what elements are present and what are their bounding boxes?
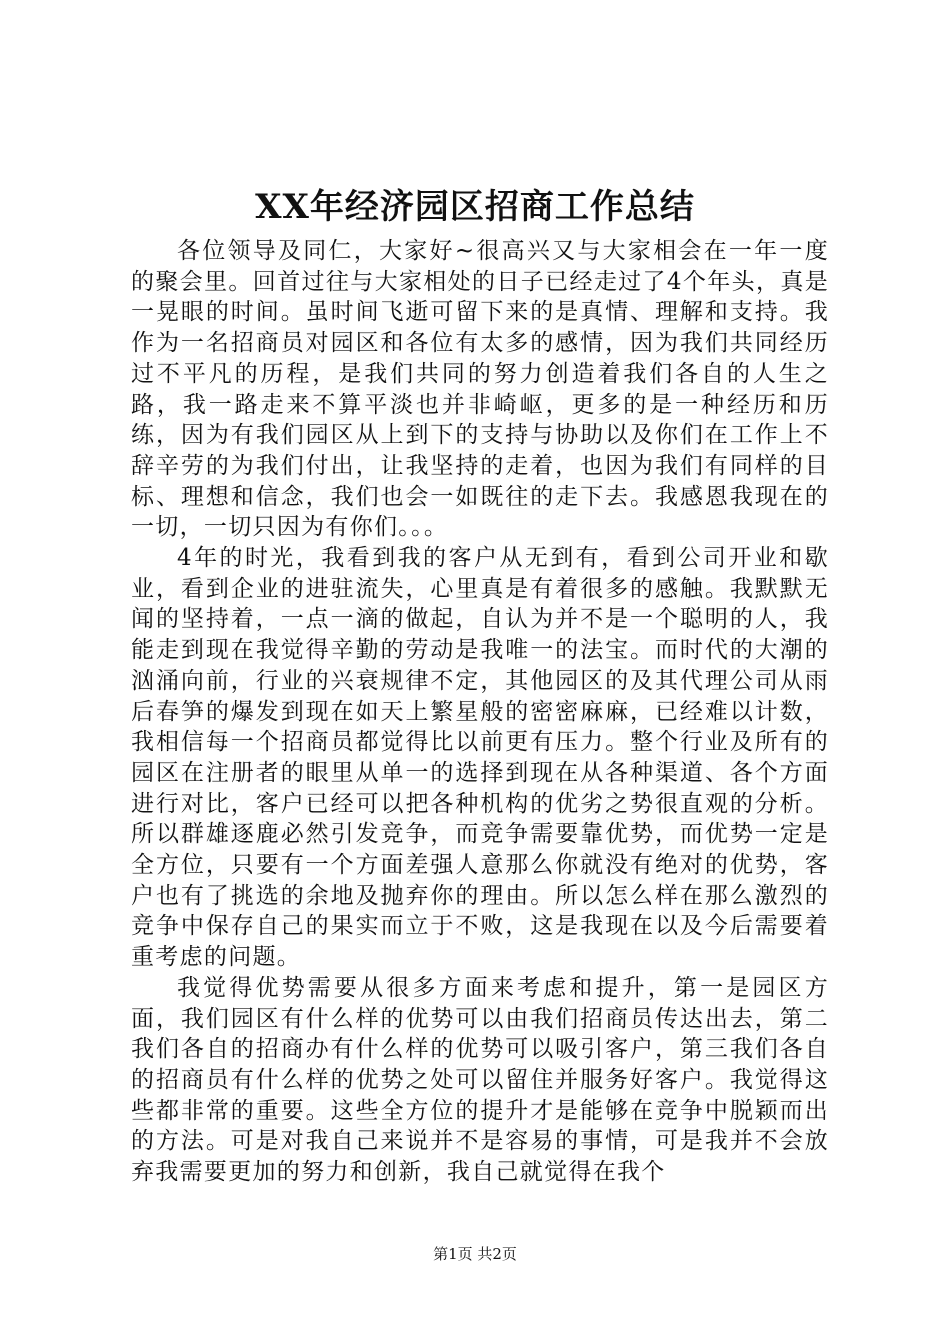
paragraph-3: 我觉得优势需要从很多方面来考虑和提升，第一是园区方面，我们园区有什么样的优势可以由我们招商员传达出去，第二我们各自的招商办有什么样的优势可以吸引客户，第三我们各自的招商员有什么样的优势之处可以留住并服务好客户。我觉得这些都非常的重要。这些全方位的提升才是能够在竞争中脱颖而出的方法。可是对我自己来说并不是容易的事情，可是我并不会放弃我需要更加的努力和创新，我自己就觉得在我个: [131, 974, 829, 1186]
paragraph-2: 4年的时光，我看到我的客户从无到有，看到公司开业和歇业，看到企业的进驻流失，心里真是有着很多的感触。我默默无闻的坚持着，一点一滴的做起，自认为并不是一个聪明的人，我能走到现在我觉得辛勤的劳动是我唯一的法宝。而时代的大潮的汹涌向前，行业的兴衰规律不定，其他园区的及其代理公司从雨后春笋的爆发到现在如天上繁星般的密密麻麻，已经难以计数，我相信每一个招商员都觉得比以前更有压力。整个行业及所有的园区在注册者的眼里从单一的选择到现在从各种渠道、各个方面进行对比，客户已经可以把各种机构的优劣之势很直观的分析。所以群雄逐鹿必然引发竞争，而竞争需要靠优势，而优势一定是全方位，只要有一个方面差强人意那么你就没有绝对的优势，客户也有了挑选的余地及抛弃你的理由。所以怎么样在那么激烈的竞争中保存自己的果实而立于不败，这是我现在以及今后需要着重考虑的问题。: [131, 545, 829, 971]
document-title: XX年经济园区招商工作总结: [255, 187, 695, 227]
paragraph-1: 各位领导及同仁，大家好~很高兴又与大家相会在一年一度的聚会里。回首过往与大家相处的日子已经走过了4个年头，真是一晃眼的时间。虽时间飞逝可留下来的是真情、理解和支持。我作为一名招商员对园区和各位有太多的感情，因为我们共同经历过不平凡的历程，是我们共同的努力创造着我们各自的人生之路，我一路走来不算平淡也并非崎岖，更多的是一种经历和历练，因为有我们园区从上到下的支持与协助以及你们在工作上不辞辛劳的为我们付出，让我坚持的走着，也因为我们有同样的目标、理想和信念，我们也会一如既往的走下去。我感恩我现在的一切，一切只因为有你们。。。: [131, 238, 829, 541]
page-footer: 第1页 共2页: [433, 1245, 517, 1263]
document-body: [131, 236, 829, 1188]
